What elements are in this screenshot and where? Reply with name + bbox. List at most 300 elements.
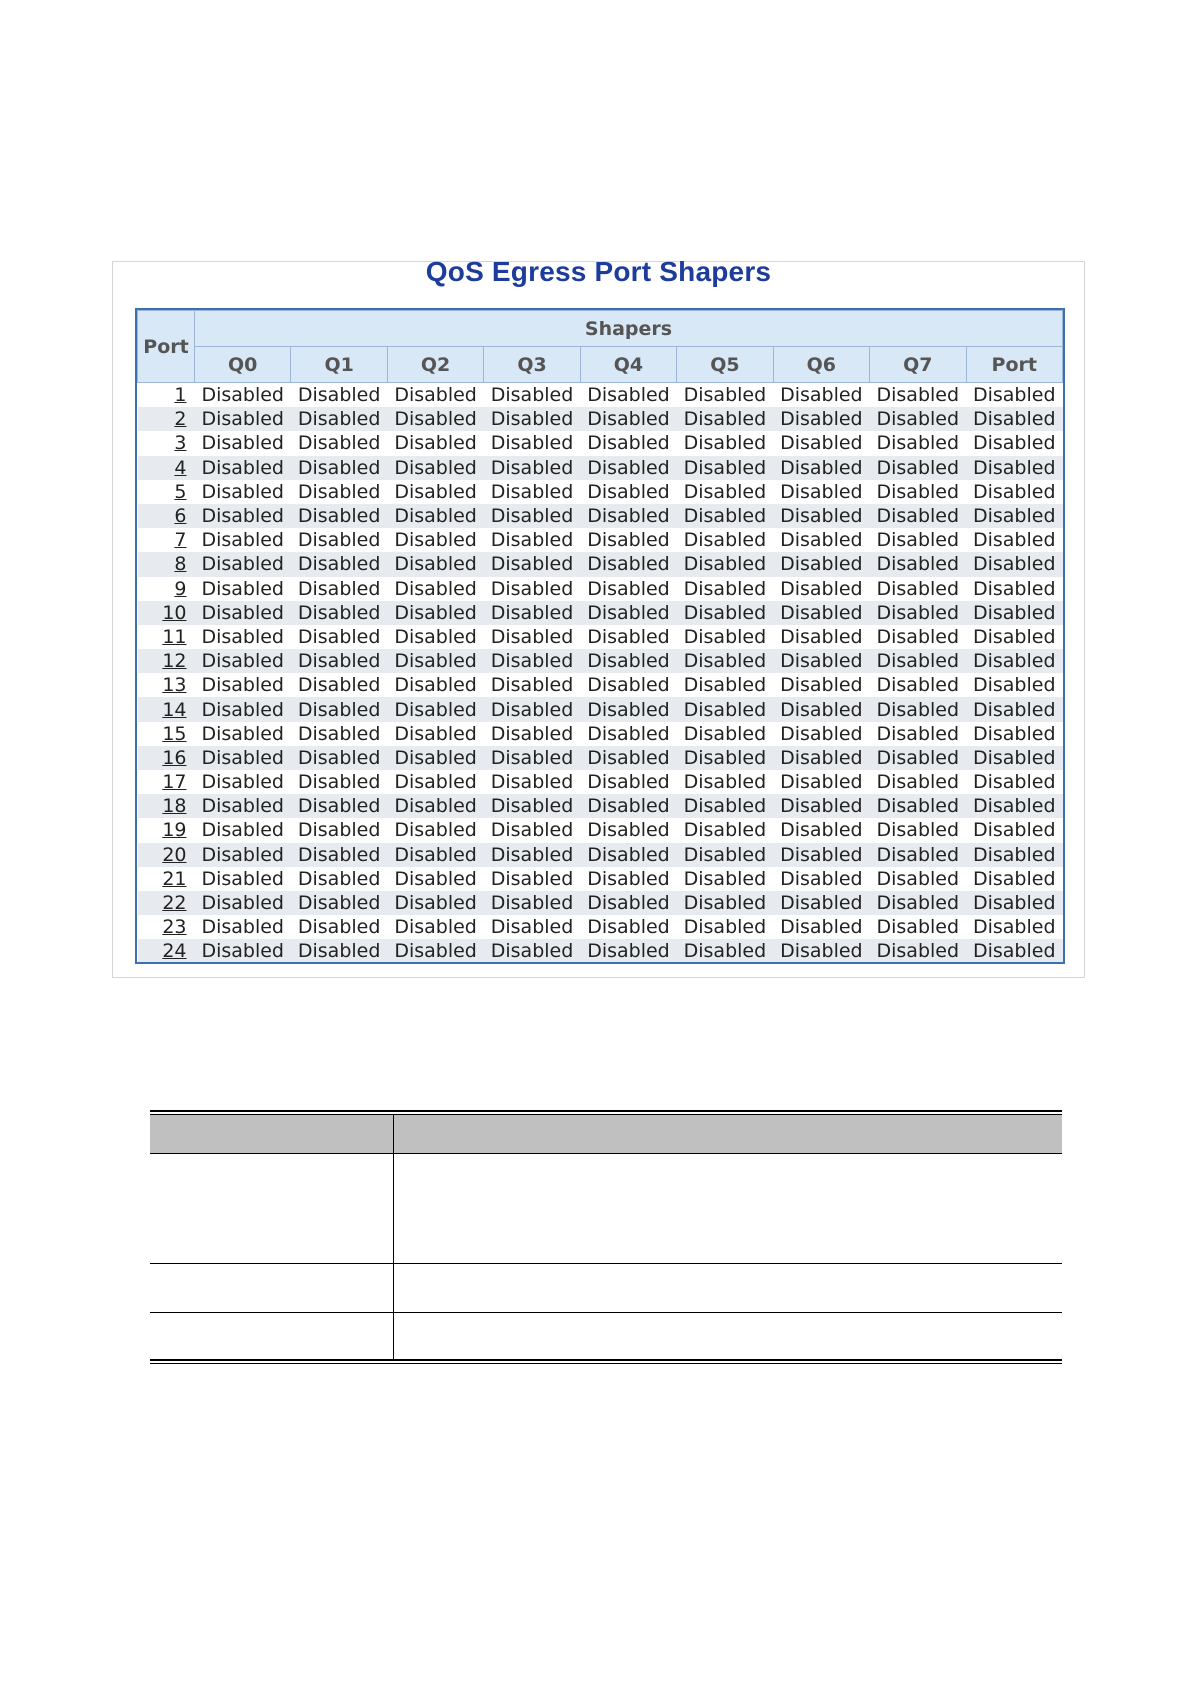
queue-shaper-link-q5[interactable]: Disabled [677,407,773,431]
queue-shaper-link-q7[interactable]: Disabled [870,625,966,649]
queue-shaper-link-q4[interactable]: Disabled [580,939,676,963]
queue-shaper-link-q7[interactable]: Disabled [870,552,966,576]
table-row [138,843,1063,867]
queue-shaper-link-q1[interactable]: Disabled [291,504,387,528]
queue-shaper-link-q6[interactable]: Disabled [773,383,869,408]
table-row [138,480,1063,504]
port-cell [138,601,195,625]
port-link[interactable]: 14 [162,698,187,721]
queue-shaper-link-q2[interactable]: Disabled [387,939,483,963]
queue-shaper-link-q3[interactable]: Disabled [484,818,580,842]
queue-shaper-link-q5[interactable]: Disabled [677,601,773,625]
queue-shaper-link-q7[interactable]: Disabled [870,939,966,963]
queue-shaper-link-q6[interactable]: Disabled [773,939,869,963]
queue-shaper-link-q5[interactable]: Disabled [677,939,773,963]
port-shaper-link[interactable]: Disabled [966,383,1063,408]
port-link[interactable]: 10 [162,601,187,624]
queue-shaper-link-q3[interactable]: Disabled [484,891,580,915]
queue-shaper-link-q6[interactable]: Disabled [773,843,869,867]
queue-shaper-link-q0[interactable]: Disabled [195,843,291,867]
queue-shaper-link-q7[interactable]: Disabled [870,456,966,480]
queue-shaper-link-q2[interactable]: Disabled [387,770,483,794]
queue-shaper-link-q3[interactable]: Disabled [484,915,580,939]
queue-shaper-link-q5[interactable]: Disabled [677,552,773,576]
queue-shaper-link-q7[interactable]: Disabled [870,528,966,552]
queue-shaper-link-q7[interactable]: Disabled [870,794,966,818]
column-header-q3: Q3 [484,347,580,383]
port-shaper-link[interactable]: Disabled [966,504,1063,528]
queue-shaper-link-q0[interactable]: Disabled [195,528,291,552]
queue-shaper-link-q4[interactable]: Disabled [580,552,676,576]
object-cell [150,1313,394,1361]
queue-shaper-link-q0[interactable]: Disabled [195,891,291,915]
queue-shaper-link-q7[interactable]: Disabled [870,504,966,528]
queue-shaper-link-q7[interactable]: Disabled [870,818,966,842]
queue-shaper-link-q6[interactable]: Disabled [773,431,869,455]
queue-shaper-link-q1[interactable]: Disabled [291,722,387,746]
queue-shaper-link-q3[interactable]: Disabled [484,528,580,552]
queue-shaper-link-q2[interactable]: Disabled [387,746,483,770]
port-shaper-link[interactable]: Disabled [966,625,1063,649]
queue-shaper-link-q2[interactable]: Disabled [387,697,483,721]
description-row [150,1264,1062,1313]
table-row [138,625,1063,649]
port-shaper-link[interactable]: Disabled [966,939,1063,963]
port-column-header: Port [138,311,195,383]
port-link[interactable]: 13 [162,674,187,697]
queue-shaper-link-q6[interactable]: Disabled [773,818,869,842]
queue-shaper-link-q6[interactable]: Disabled [773,625,869,649]
queue-shaper-link-q7[interactable]: Disabled [870,480,966,504]
queue-shaper-link-q5[interactable]: Disabled [677,383,773,408]
port-shaper-link[interactable]: Disabled [966,456,1063,480]
table-row [138,891,1063,915]
queue-shaper-link-q3[interactable]: Disabled [484,722,580,746]
queue-shaper-link-q2[interactable]: Disabled [387,794,483,818]
table-row [138,577,1063,601]
queue-shaper-link-q6[interactable]: Disabled [773,601,869,625]
queue-shaper-link-q1[interactable]: Disabled [291,770,387,794]
queue-shaper-link-q0[interactable]: Disabled [195,915,291,939]
column-header-q6: Q6 [773,347,869,383]
queue-shaper-link-q4[interactable]: Disabled [580,746,676,770]
queue-shaper-link-q1[interactable]: Disabled [291,528,387,552]
queue-shaper-link-q0[interactable]: Disabled [195,480,291,504]
port-cell [138,915,195,939]
table-row [138,697,1063,721]
queue-shaper-link-q5[interactable]: Disabled [677,794,773,818]
queue-shaper-link-q0[interactable]: Disabled [195,456,291,480]
queue-shaper-link-q7[interactable]: Disabled [870,722,966,746]
queue-shaper-link-q4[interactable]: Disabled [580,649,676,673]
port-shaper-link[interactable]: Disabled [966,431,1063,455]
port-shaper-link[interactable]: Disabled [966,915,1063,939]
queue-shaper-link-q7[interactable]: Disabled [870,770,966,794]
table-row [138,431,1063,455]
queue-shaper-link-q6[interactable]: Disabled [773,915,869,939]
port-shaper-link[interactable]: Disabled [966,867,1063,891]
queue-shaper-link-q6[interactable]: Disabled [773,722,869,746]
queue-shaper-link-q1[interactable]: Disabled [291,649,387,673]
table-row [138,770,1063,794]
queue-shaper-link-q6[interactable]: Disabled [773,794,869,818]
queue-shaper-link-q1[interactable]: Disabled [291,915,387,939]
queue-shaper-link-q0[interactable]: Disabled [195,818,291,842]
queue-shaper-link-q6[interactable]: Disabled [773,504,869,528]
queue-shaper-link-q6[interactable]: Disabled [773,697,869,721]
port-shaper-link[interactable]: Disabled [966,843,1063,867]
queue-shaper-link-q1[interactable]: Disabled [291,480,387,504]
queue-shaper-link-q2[interactable]: Disabled [387,843,483,867]
queue-shaper-link-q5[interactable]: Disabled [677,528,773,552]
queue-shaper-link-q1[interactable]: Disabled [291,939,387,963]
queue-shaper-link-q4[interactable]: Disabled [580,577,676,601]
queue-shaper-link-q2[interactable]: Disabled [387,480,483,504]
queue-shaper-link-q1[interactable]: Disabled [291,746,387,770]
port-cell [138,431,195,455]
queue-shaper-link-q3[interactable]: Disabled [484,649,580,673]
queue-shaper-link-q2[interactable]: Disabled [387,504,483,528]
queue-shaper-link-q6[interactable]: Disabled [773,746,869,770]
queue-shaper-link-q2[interactable]: Disabled [387,552,483,576]
port-cell [138,480,195,504]
queue-shaper-link-q1[interactable]: Disabled [291,456,387,480]
port-shaper-link[interactable]: Disabled [966,673,1063,697]
queue-shaper-link-q1[interactable]: Disabled [291,601,387,625]
table-row [138,456,1063,480]
port-cell [138,552,195,576]
port-shaper-link[interactable]: Disabled [966,794,1063,818]
port-shaper-link[interactable]: Disabled [966,746,1063,770]
queue-shaper-link-q7[interactable]: Disabled [870,601,966,625]
queue-shaper-link-q6[interactable]: Disabled [773,577,869,601]
queue-shaper-link-q3[interactable]: Disabled [484,843,580,867]
queue-shaper-link-q6[interactable]: Disabled [773,649,869,673]
queue-shaper-link-q5[interactable]: Disabled [677,673,773,697]
queue-shaper-link-q5[interactable]: Disabled [677,577,773,601]
queue-shaper-link-q5[interactable]: Disabled [677,431,773,455]
queue-shaper-link-q1[interactable]: Disabled [291,625,387,649]
queue-shaper-link-q4[interactable]: Disabled [580,843,676,867]
qos-egress-port-shapers-panel [112,256,1085,978]
port-shaper-link[interactable]: Disabled [966,407,1063,431]
queue-shaper-link-q4[interactable]: Disabled [580,818,676,842]
port-cell [138,504,195,528]
port-cell [138,867,195,891]
port-shaper-link[interactable]: Disabled [966,649,1063,673]
queue-shaper-link-q7[interactable]: Disabled [870,577,966,601]
queue-shaper-link-q0[interactable]: Disabled [195,431,291,455]
queue-shaper-link-q2[interactable]: Disabled [387,915,483,939]
table-row [138,722,1063,746]
port-link[interactable]: 11 [162,625,187,648]
queue-shaper-link-q1[interactable]: Disabled [291,843,387,867]
queue-shaper-link-q5[interactable]: Disabled [677,456,773,480]
port-shaper-link[interactable]: Disabled [966,818,1063,842]
port-link[interactable]: 16 [162,746,187,769]
queue-shaper-link-q4[interactable]: Disabled [580,697,676,721]
queue-shaper-link-q0[interactable]: Disabled [195,625,291,649]
queue-shaper-link-q0[interactable]: Disabled [195,577,291,601]
queue-shaper-link-q0[interactable]: Disabled [195,746,291,770]
port-cell [138,939,195,963]
queue-shaper-link-q1[interactable]: Disabled [291,673,387,697]
port-link[interactable]: 15 [162,722,187,745]
port-link[interactable]: 9 [174,577,187,600]
table-row [138,504,1063,528]
queue-shaper-link-q5[interactable]: Disabled [677,770,773,794]
port-shaper-link[interactable]: Disabled [966,552,1063,576]
queue-shaper-link-q2[interactable]: Disabled [387,407,483,431]
queue-shaper-link-q3[interactable]: Disabled [484,456,580,480]
queue-shaper-link-q7[interactable]: Disabled [870,915,966,939]
port-shaper-link[interactable]: Disabled [966,697,1063,721]
queue-shaper-link-q4[interactable]: Disabled [580,407,676,431]
queue-shaper-link-q4[interactable]: Disabled [580,601,676,625]
queue-shaper-link-q5[interactable]: Disabled [677,843,773,867]
port-cell [138,625,195,649]
queue-shaper-link-q2[interactable]: Disabled [387,456,483,480]
queue-shaper-link-q2[interactable]: Disabled [387,673,483,697]
port-shaper-link[interactable]: Disabled [966,722,1063,746]
queue-shaper-link-q4[interactable]: Disabled [580,431,676,455]
queue-shaper-link-q1[interactable]: Disabled [291,794,387,818]
queue-shaper-link-q7[interactable]: Disabled [870,891,966,915]
queue-shaper-link-q2[interactable]: Disabled [387,649,483,673]
queue-shaper-link-q3[interactable]: Disabled [484,697,580,721]
queue-shaper-link-q5[interactable]: Disabled [677,915,773,939]
queue-shaper-link-q1[interactable]: Disabled [291,697,387,721]
port-link[interactable]: 4 [174,456,187,479]
port-shaper-link[interactable]: Disabled [966,480,1063,504]
queue-shaper-link-q6[interactable]: Disabled [773,891,869,915]
queue-shaper-link-q7[interactable]: Disabled [870,746,966,770]
queue-shaper-link-q0[interactable]: Disabled [195,552,291,576]
queue-shaper-link-q1[interactable]: Disabled [291,407,387,431]
queue-shaper-link-q0[interactable]: Disabled [195,673,291,697]
port-link[interactable]: 24 [162,940,187,963]
port-cell [138,770,195,794]
queue-shaper-link-q3[interactable]: Disabled [484,383,580,408]
port-link[interactable]: 20 [162,843,187,866]
queue-shaper-link-q7[interactable]: Disabled [870,673,966,697]
queue-shaper-link-q4[interactable]: Disabled [580,915,676,939]
port-shaper-link[interactable]: Disabled [966,528,1063,552]
queue-shaper-link-q5[interactable]: Disabled [677,697,773,721]
queue-shaper-link-q6[interactable]: Disabled [773,867,869,891]
port-cell [138,722,195,746]
queue-shaper-link-q3[interactable]: Disabled [484,577,580,601]
port-cell [138,407,195,431]
queue-shaper-link-q3[interactable]: Disabled [484,407,580,431]
port-link[interactable]: 6 [174,505,187,528]
queue-shaper-link-q4[interactable]: Disabled [580,891,676,915]
description-cell [394,1154,1063,1264]
queue-shaper-link-q5[interactable]: Disabled [677,867,773,891]
description-cell [394,1313,1063,1361]
column-header-q0: Q0 [195,347,291,383]
queue-shaper-link-q0[interactable]: Disabled [195,383,291,408]
queue-shaper-link-q7[interactable]: Disabled [870,867,966,891]
port-shaper-link[interactable]: Disabled [966,577,1063,601]
description-header-row [150,1115,1062,1154]
queue-shaper-link-q1[interactable]: Disabled [291,431,387,455]
queue-shaper-link-q5[interactable]: Disabled [677,504,773,528]
queue-shaper-link-q3[interactable]: Disabled [484,480,580,504]
queue-shaper-link-q4[interactable]: Disabled [580,625,676,649]
queue-shaper-link-q4[interactable]: Disabled [580,504,676,528]
port-link[interactable]: 23 [162,916,187,939]
queue-shaper-link-q6[interactable]: Disabled [773,480,869,504]
table-row [138,528,1063,552]
queue-shaper-link-q2[interactable]: Disabled [387,383,483,408]
table-row [138,601,1063,625]
description-row [150,1313,1062,1361]
port-link[interactable]: 21 [162,867,187,890]
queue-shaper-link-q6[interactable]: Disabled [773,456,869,480]
queue-shaper-link-q2[interactable]: Disabled [387,867,483,891]
port-cell [138,746,195,770]
queue-shaper-link-q4[interactable]: Disabled [580,770,676,794]
queue-shaper-link-q3[interactable]: Disabled [484,794,580,818]
queue-shaper-link-q3[interactable]: Disabled [484,770,580,794]
queue-shaper-link-q0[interactable]: Disabled [195,939,291,963]
queue-shaper-link-q5[interactable]: Disabled [677,649,773,673]
queue-shaper-link-q7[interactable]: Disabled [870,383,966,408]
queue-shaper-link-q0[interactable]: Disabled [195,601,291,625]
queue-shaper-link-q3[interactable]: Disabled [484,867,580,891]
port-cell [138,383,195,408]
queue-shaper-link-q0[interactable]: Disabled [195,504,291,528]
queue-shaper-link-q4[interactable]: Disabled [580,673,676,697]
table-row [138,915,1063,939]
queue-shaper-link-q3[interactable]: Disabled [484,939,580,963]
parameter-description-table [150,1110,1062,1364]
port-link[interactable]: 19 [162,819,187,842]
port-link[interactable]: 22 [162,892,187,915]
column-header-q4: Q4 [580,347,676,383]
queue-shaper-link-q0[interactable]: Disabled [195,794,291,818]
port-cell [138,456,195,480]
queue-shaper-link-q3[interactable]: Disabled [484,431,580,455]
column-header-port-shaper: Port [966,347,1063,383]
queue-shaper-link-q2[interactable]: Disabled [387,577,483,601]
queue-shaper-link-q5[interactable]: Disabled [677,746,773,770]
queue-shaper-link-q2[interactable]: Disabled [387,722,483,746]
port-shaper-link[interactable]: Disabled [966,770,1063,794]
queue-shaper-link-q3[interactable]: Disabled [484,552,580,576]
queue-shaper-link-q1[interactable]: Disabled [291,818,387,842]
queue-shaper-link-q1[interactable]: Disabled [291,383,387,408]
queue-shaper-link-q0[interactable]: Disabled [195,770,291,794]
description-cell [394,1264,1063,1313]
queue-shaper-link-q7[interactable]: Disabled [870,843,966,867]
queue-shaper-link-q7[interactable]: Disabled [870,407,966,431]
queue-shaper-link-q3[interactable]: Disabled [484,746,580,770]
queue-shaper-link-q0[interactable]: Disabled [195,697,291,721]
queue-shaper-link-q4[interactable]: Disabled [580,867,676,891]
description-table [150,1115,1062,1361]
queue-shaper-link-q4[interactable]: Disabled [580,528,676,552]
port-cell [138,818,195,842]
column-header-q5: Q5 [677,347,773,383]
queue-shaper-link-q0[interactable]: Disabled [195,722,291,746]
panel-title: QoS Egress Port Shapers [425,256,772,287]
queue-shaper-link-q3[interactable]: Disabled [484,504,580,528]
queue-shaper-link-q4[interactable]: Disabled [580,456,676,480]
queue-shaper-link-q6[interactable]: Disabled [773,407,869,431]
queue-shaper-link-q0[interactable]: Disabled [195,649,291,673]
queue-shaper-link-q2[interactable]: Disabled [387,431,483,455]
queue-shaper-link-q2[interactable]: Disabled [387,601,483,625]
queue-shaper-link-q2[interactable]: Disabled [387,625,483,649]
queue-shaper-link-q3[interactable]: Disabled [484,625,580,649]
port-link[interactable]: 3 [174,432,187,455]
port-link[interactable]: 18 [162,795,187,818]
queue-shaper-link-q5[interactable]: Disabled [677,480,773,504]
queue-shaper-link-q5[interactable]: Disabled [677,625,773,649]
queue-shaper-link-q0[interactable]: Disabled [195,867,291,891]
queue-shaper-link-q1[interactable]: Disabled [291,577,387,601]
table-row [138,649,1063,673]
queue-shaper-link-q2[interactable]: Disabled [387,891,483,915]
queue-shaper-link-q6[interactable]: Disabled [773,528,869,552]
port-shaper-link[interactable]: Disabled [966,601,1063,625]
queue-shaper-link-q4[interactable]: Disabled [580,722,676,746]
queue-shaper-link-q7[interactable]: Disabled [870,649,966,673]
port-link[interactable]: 17 [162,771,187,794]
queue-shaper-link-q7[interactable]: Disabled [870,431,966,455]
queue-shaper-link-q4[interactable]: Disabled [580,480,676,504]
queue-shaper-link-q7[interactable]: Disabled [870,697,966,721]
port-link[interactable]: 12 [162,650,187,673]
port-link[interactable]: 1 [174,384,187,407]
port-link[interactable]: 2 [174,408,187,431]
queue-shaper-link-q1[interactable]: Disabled [291,867,387,891]
queue-shaper-link-q0[interactable]: Disabled [195,407,291,431]
column-header-q2: Q2 [387,347,483,383]
queue-shaper-link-q5[interactable]: Disabled [677,722,773,746]
column-header-q7: Q7 [870,347,966,383]
queue-shaper-link-q6[interactable]: Disabled [773,770,869,794]
queue-shaper-link-q3[interactable]: Disabled [484,601,580,625]
queue-shaper-link-q2[interactable]: Disabled [387,818,483,842]
port-link[interactable]: 8 [174,553,187,576]
queue-shaper-link-q2[interactable]: Disabled [387,528,483,552]
table-row [138,552,1063,576]
queue-shaper-link-q6[interactable]: Disabled [773,552,869,576]
queue-shaper-link-q1[interactable]: Disabled [291,891,387,915]
port-cell [138,697,195,721]
port-cell [138,891,195,915]
description-row [150,1154,1062,1264]
queue-shaper-link-q5[interactable]: Disabled [677,818,773,842]
port-link[interactable]: 5 [174,480,187,503]
port-link[interactable]: 7 [174,529,187,552]
queue-shaper-link-q4[interactable]: Disabled [580,794,676,818]
queue-shaper-link-q3[interactable]: Disabled [484,673,580,697]
port-shaper-link[interactable]: Disabled [966,891,1063,915]
header-row-group [138,311,1063,347]
column-header-q1: Q1 [291,347,387,383]
queue-shaper-link-q1[interactable]: Disabled [291,552,387,576]
table-row [138,673,1063,697]
table-row [138,383,1063,408]
queue-shaper-link-q6[interactable]: Disabled [773,673,869,697]
queue-shaper-link-q5[interactable]: Disabled [677,891,773,915]
object-cell [150,1154,394,1264]
queue-shaper-link-q4[interactable]: Disabled [580,383,676,408]
